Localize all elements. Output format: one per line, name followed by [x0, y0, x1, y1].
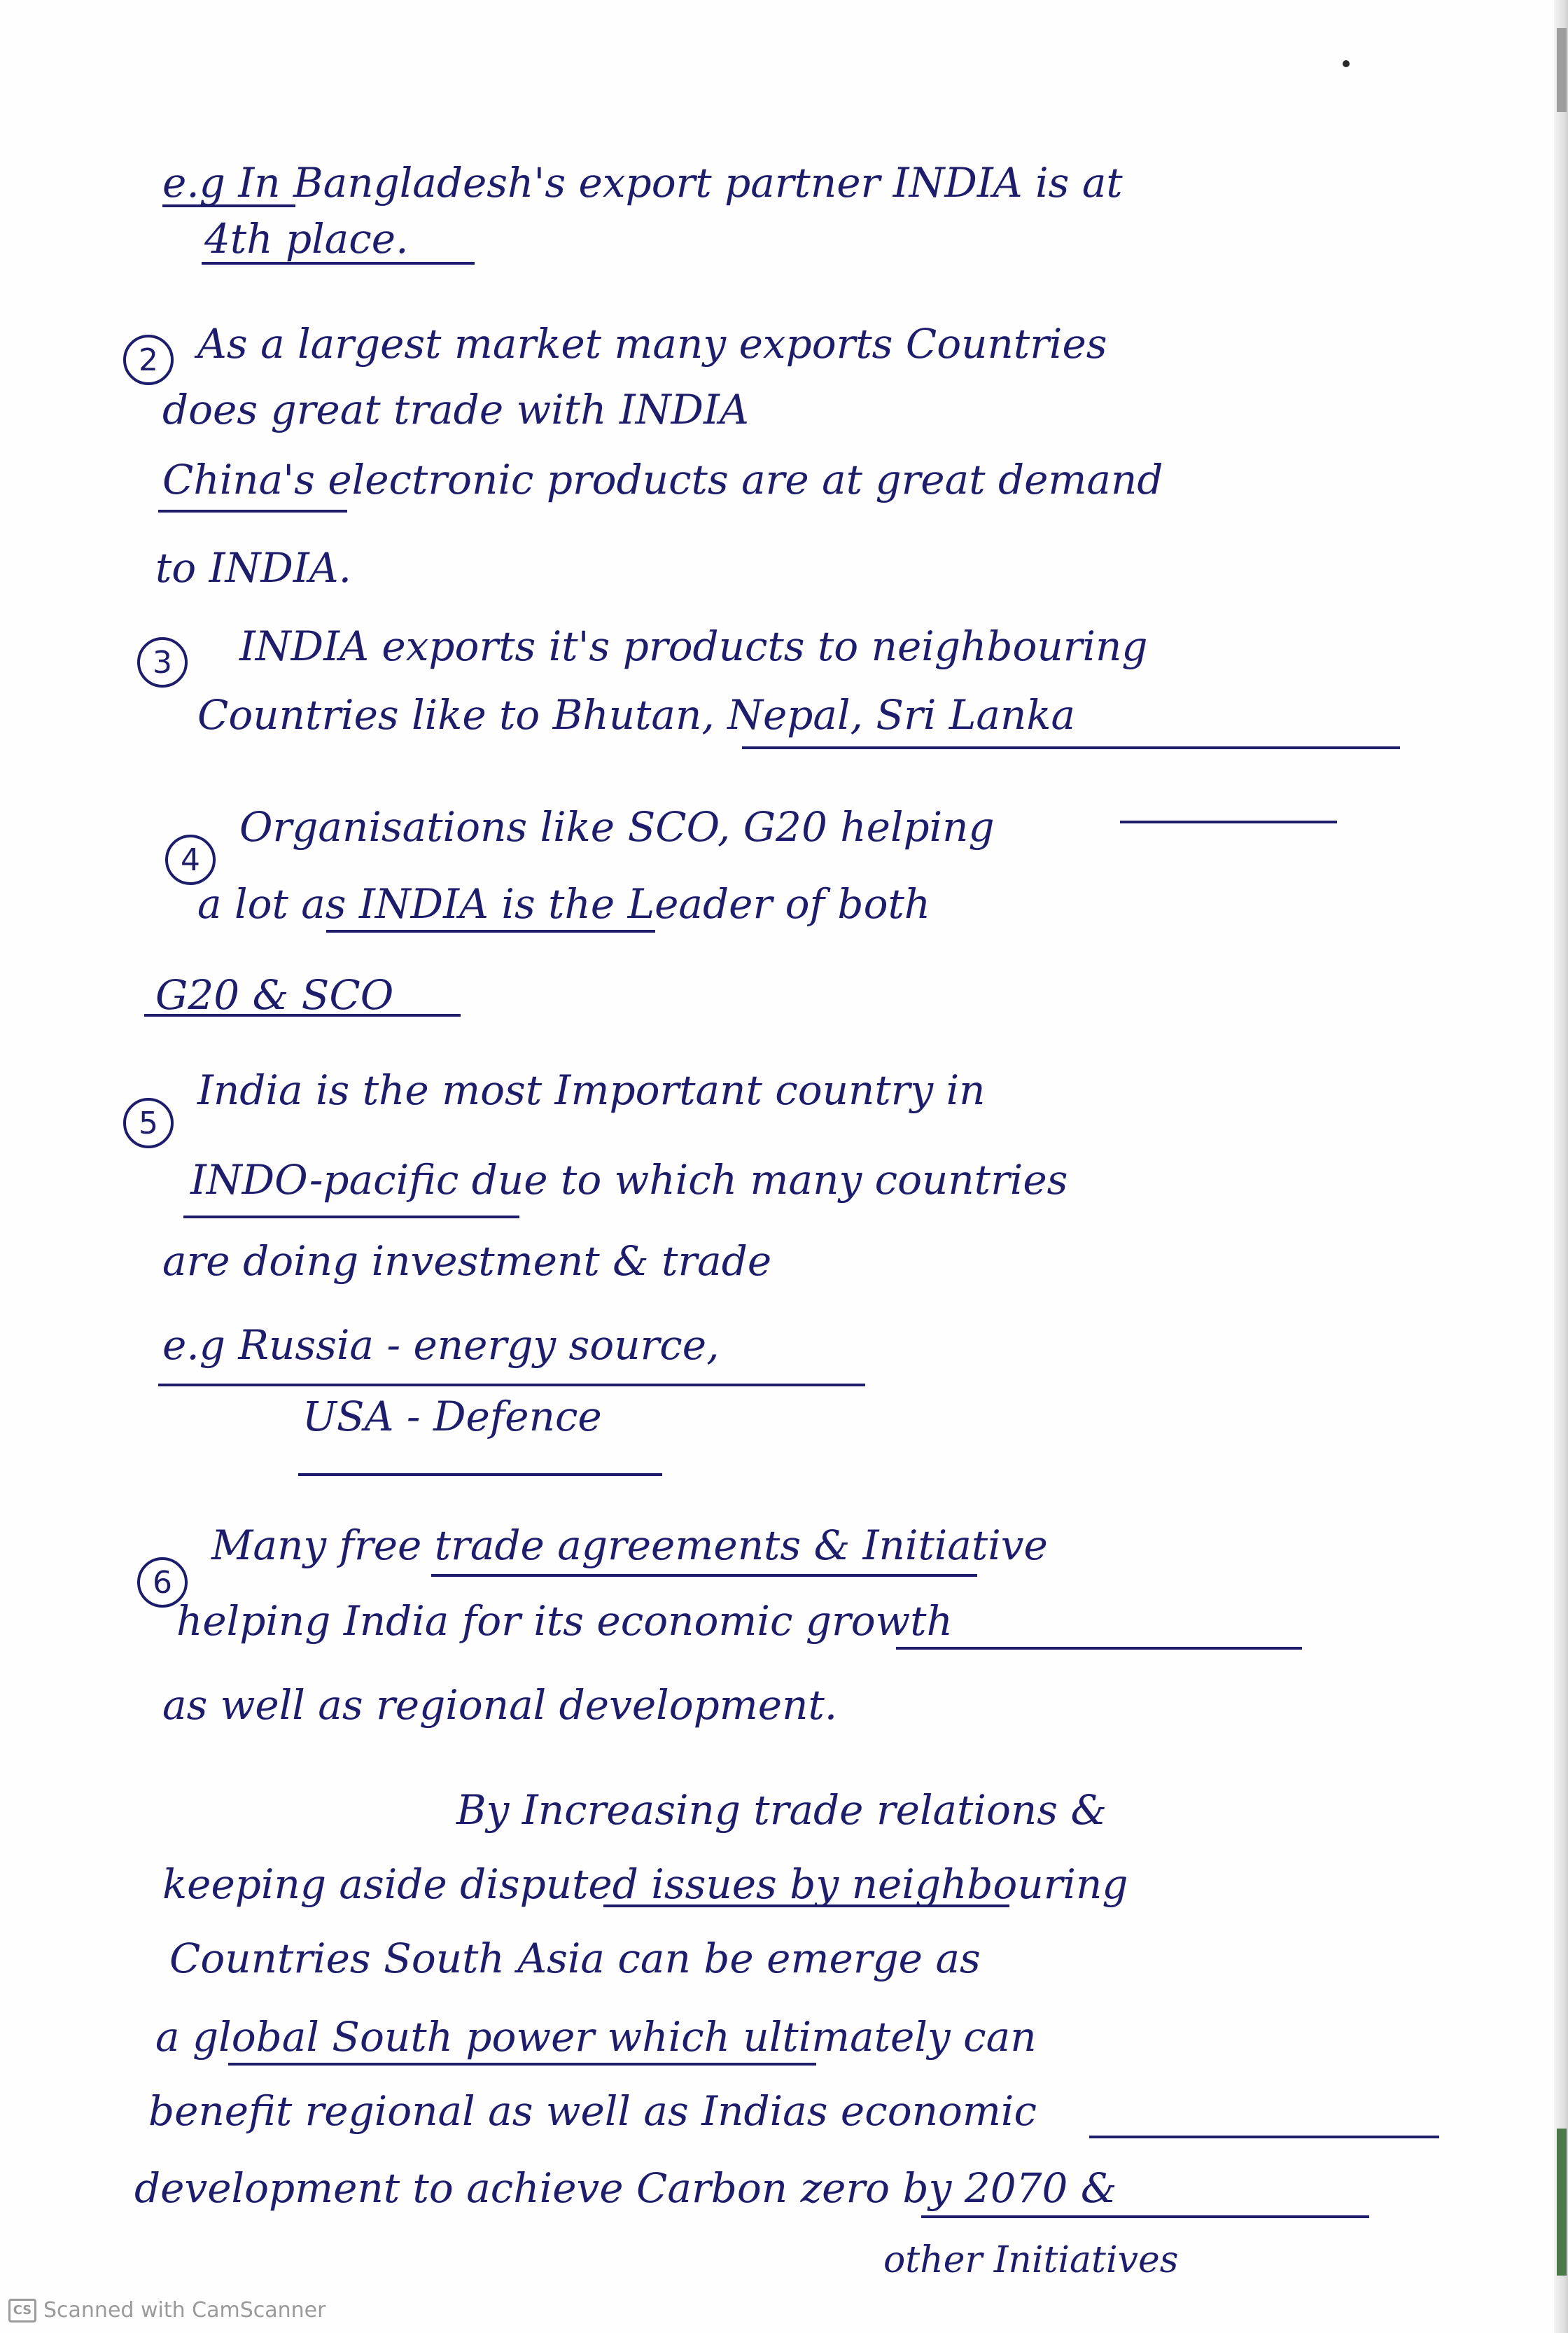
text-line: benefit regional as well as Indias economic — [148, 2087, 1037, 2135]
point-number-2: 2 — [123, 335, 174, 385]
text-line: development to achieve Carbon zero by 2070 & — [134, 2164, 1117, 2212]
underline — [431, 1574, 977, 1577]
text-line: Countries like to Bhutan, Nepal, Sri Lanka — [197, 691, 1076, 739]
underline — [158, 510, 347, 513]
underline — [158, 1384, 865, 1386]
point-number-5: 5 — [123, 1098, 174, 1148]
underline — [921, 2215, 1369, 2218]
underline — [1120, 821, 1337, 823]
scan-edge — [1554, 0, 1568, 2333]
text-line: does great trade with INDIA — [162, 386, 749, 433]
text-line: as well as regional development. — [162, 1681, 838, 1729]
point-number-6: 6 — [137, 1557, 188, 1608]
text-line: are doing investment & trade — [162, 1237, 772, 1285]
text-line: other Initiatives — [883, 2239, 1179, 2281]
text-line: INDIA exports it's products to neighbouring — [239, 622, 1148, 670]
underline — [228, 2063, 816, 2066]
text-line: a global South power which ultimately can — [155, 2013, 1037, 2061]
text-line: By Increasing trade relations & — [456, 1786, 1107, 1834]
underline — [603, 1904, 1009, 1907]
underline — [1089, 2136, 1439, 2138]
text-line: INDO-pacific due to which many countries — [190, 1156, 1068, 1204]
text-line: As a largest market many exports Countries — [197, 320, 1107, 368]
text-line: e.g In Bangladesh's export partner INDIA is at — [162, 159, 1123, 207]
underline — [298, 1473, 662, 1476]
text-line: a lot as INDIA is the Leader of both — [197, 880, 931, 928]
scanner-watermark — [8, 2298, 326, 2322]
text-line: China's electronic products are at great demand — [162, 456, 1163, 503]
underline — [326, 930, 655, 933]
underline — [162, 204, 295, 207]
text-line: G20 & SCO — [155, 971, 394, 1019]
stray-dot — [1343, 60, 1350, 67]
text-line: Countries South Asia can be emerge as — [169, 1935, 981, 1982]
text-line: Many free trade agreements & Initiative — [211, 1521, 1048, 1569]
text-line: e.g Russia - energy source, — [162, 1321, 720, 1369]
text-line: Organisations like SCO, G20 helping — [239, 803, 995, 851]
text-line: keeping aside disputed issues by neighbouring — [162, 1860, 1128, 1908]
camscanner-logo-icon: CS — [8, 2299, 36, 2322]
watermark-text: Scanned with CamScanner — [43, 2298, 326, 2322]
text-line: USA - Defence — [302, 1393, 602, 1440]
point-number-4: 4 — [165, 835, 216, 885]
text-line: 4th place. — [204, 215, 409, 263]
underline — [742, 746, 1400, 749]
point-number-3: 3 — [137, 637, 188, 688]
underline — [183, 1216, 519, 1218]
underline — [896, 1647, 1302, 1650]
text-line: helping India for its economic growth — [176, 1597, 953, 1645]
underline — [144, 1014, 461, 1017]
underline — [202, 262, 475, 265]
text-line: India is the most Important country in — [197, 1066, 986, 1114]
text-line: to INDIA. — [155, 544, 352, 592]
